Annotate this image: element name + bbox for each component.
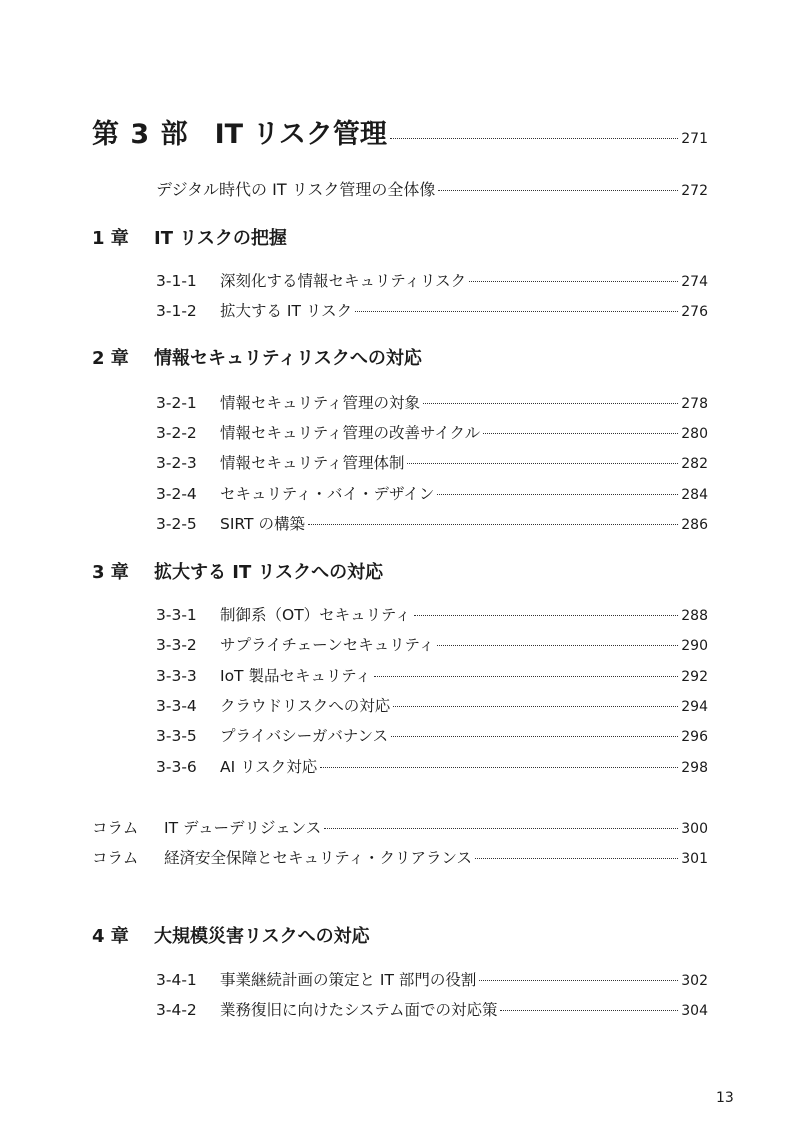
section-id: 3-3-6: [156, 758, 197, 776]
column-title: IT デューデリジェンス: [164, 819, 322, 837]
leader-dots: [355, 311, 678, 312]
chapter-number: 4 章: [92, 926, 129, 947]
page-number: 304: [681, 1003, 708, 1019]
section-title: 拡大する IT リスク: [220, 302, 353, 320]
part-number: 第 3 部: [92, 119, 189, 150]
leader-dots: [407, 463, 678, 464]
chapter-title: 拡大する IT リスクへの対応: [154, 562, 384, 583]
chapter-heading[interactable]: [92, 224, 287, 250]
chapter-number: 1 章: [92, 228, 129, 249]
leader-dots: [414, 615, 679, 616]
page-number: 274: [681, 274, 708, 290]
part-heading: [92, 112, 708, 151]
leader-dots: [324, 828, 678, 829]
leader-dots: [308, 524, 678, 525]
section-title: SIRT の構築: [220, 515, 305, 533]
column-entry[interactable]: [92, 846, 708, 868]
section-id: 3-2-4: [156, 485, 197, 503]
section-id: 3-1-1: [156, 272, 197, 290]
leader-dots: [437, 494, 678, 495]
section-entry[interactable]: [156, 998, 708, 1020]
section-entry[interactable]: [156, 724, 708, 746]
section-id: 3-3-3: [156, 667, 197, 685]
folio-page-number: 13: [716, 1090, 734, 1106]
section-entry[interactable]: [156, 299, 708, 321]
page-number: 296: [681, 729, 708, 745]
column-label: コラム: [92, 819, 139, 837]
leader-dots: [500, 1010, 678, 1011]
page-number: 286: [681, 517, 708, 533]
section-entry[interactable]: [156, 391, 708, 413]
page-number: 280: [681, 426, 708, 442]
page-number: 294: [681, 699, 708, 715]
section-id: 3-2-3: [156, 454, 197, 472]
section-title: 業務復旧に向けたシステム面での対応策: [220, 1001, 498, 1019]
section-entry[interactable]: [156, 269, 708, 291]
section-title: プライバシーガバナンス: [220, 727, 389, 745]
page-number: 282: [681, 456, 708, 472]
leader-dots: [437, 645, 678, 646]
page-number: 276: [681, 304, 708, 320]
page-number: 290: [681, 638, 708, 654]
section-entry[interactable]: [156, 968, 708, 990]
section-title: サプライチェーンセキュリティ: [220, 636, 435, 654]
page-number: 302: [681, 973, 708, 989]
section-entry[interactable]: [156, 755, 708, 777]
section-entry[interactable]: [156, 482, 708, 504]
section-id: 3-1-2: [156, 302, 197, 320]
section-title: 制御系（OT）セキュリティ: [220, 606, 411, 624]
section-title: 深刻化する情報セキュリティリスク: [220, 272, 467, 290]
chapter-heading[interactable]: [92, 558, 383, 584]
section-id: 3-3-5: [156, 727, 197, 745]
page-number: 272: [681, 183, 708, 199]
leader-dots: [374, 676, 678, 677]
leader-dots: [320, 767, 678, 768]
section-id: 3-4-2: [156, 1001, 197, 1019]
chapter-number: 3 章: [92, 562, 129, 583]
column-label: コラム: [92, 849, 139, 867]
leader-dots: [479, 980, 678, 981]
leader-dots: [390, 138, 678, 139]
section-title: クラウドリスクへの対応: [220, 697, 391, 715]
chapter-heading[interactable]: [92, 344, 422, 370]
chapter-title: IT リスクの把握: [154, 228, 287, 249]
column-title: 経済安全保障とセキュリティ・クリアランス: [164, 849, 472, 867]
leader-dots: [391, 736, 678, 737]
section-title: AI リスク対応: [220, 758, 318, 776]
section-title: 情報セキュリティ管理体制: [220, 454, 405, 472]
section-entry[interactable]: [156, 694, 708, 716]
section-title: 事業継続計画の策定と IT 部門の役割: [220, 971, 477, 989]
section-id: 3-2-5: [156, 515, 197, 533]
section-id: 3-2-1: [156, 394, 197, 412]
section-id: 3-3-2: [156, 636, 197, 654]
page-number: 284: [681, 487, 708, 503]
leader-dots: [423, 403, 678, 404]
chapter-title: 大規模災害リスクへの対応: [154, 926, 370, 947]
section-title: IoT 製品セキュリティ: [220, 667, 371, 685]
section-id: 3-3-1: [156, 606, 197, 624]
section-entry[interactable]: [156, 451, 708, 473]
section-id: 3-3-4: [156, 697, 197, 715]
section-entry[interactable]: [156, 603, 708, 625]
leader-dots: [469, 281, 678, 282]
page-number: 298: [681, 760, 708, 776]
column-entry[interactable]: [92, 816, 708, 838]
entry-title: デジタル時代の IT リスク管理の全体像: [156, 180, 436, 199]
leader-dots: [483, 433, 678, 434]
leader-dots: [475, 858, 678, 859]
leader-dots: [438, 190, 678, 191]
part-title: IT リスク管理: [214, 119, 387, 150]
section-entry[interactable]: [156, 421, 708, 443]
chapter-title: 情報セキュリティリスクへの対応: [154, 348, 422, 369]
section-entry[interactable]: [156, 633, 708, 655]
section-title: 情報セキュリティ管理の改善サイクル: [220, 424, 481, 442]
page-number: 292: [681, 669, 708, 685]
leader-dots: [393, 706, 678, 707]
section-title: セキュリティ・バイ・デザイン: [220, 485, 435, 503]
section-id: 3-2-2: [156, 424, 197, 442]
page-number: 301: [681, 851, 708, 867]
section-entry[interactable]: [156, 664, 708, 686]
intro-entry[interactable]: [156, 177, 708, 200]
page-number: 300: [681, 821, 708, 837]
section-entry[interactable]: [156, 512, 708, 534]
section-title: 情報セキュリティ管理の対象: [220, 394, 420, 412]
chapter-heading[interactable]: [92, 922, 370, 948]
page-number: 271: [681, 131, 708, 147]
section-id: 3-4-1: [156, 971, 197, 989]
chapter-number: 2 章: [92, 348, 129, 369]
page-number: 278: [681, 396, 708, 412]
page-number: 288: [681, 608, 708, 624]
